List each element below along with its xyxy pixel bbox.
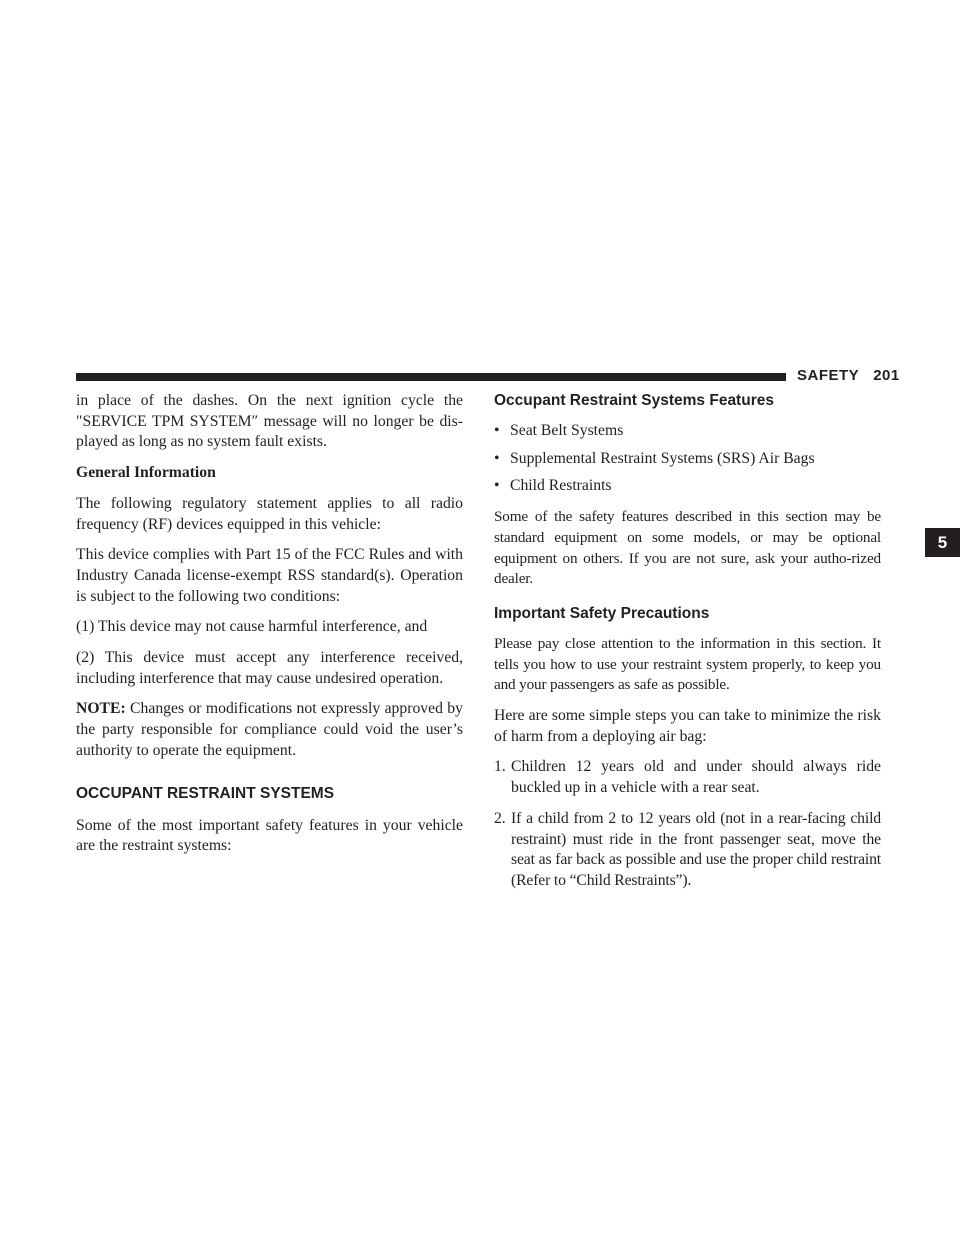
page-number: 201	[873, 367, 900, 384]
note-text: Changes or modifications not expressly approved by the party responsible for compliance could void the user’s authority to operate the equipment.	[76, 700, 463, 759]
paragraph-restraint-intro: Some of the most important safety features in your vehicle are the restraint systems:	[76, 816, 463, 855]
paragraph-condition-2: (2) This device must accept any interference received, including interference that may cause undesired operation.	[76, 649, 463, 687]
paragraph-regulatory-statement: The following regulatory statement applies to all radio frequency (RF) devices equipped in this vehicle:	[76, 494, 463, 533]
list-item: • Child Restraints	[494, 476, 881, 497]
chapter-tab-number: 5	[937, 532, 948, 552]
left-column	[76, 391, 463, 867]
general-information-heading: General Information	[76, 464, 216, 482]
bullet-icon: •	[494, 422, 500, 439]
section-title: SAFETY	[797, 367, 860, 384]
step-text: If a child from 2 to 12 years old (not in a rear-facing child restraint) must ride in the front passenger seat, move the seat as far back as possible and use the proper child restraint (Refer to “Child Restraints”).	[511, 809, 881, 889]
note-paragraph	[76, 699, 463, 761]
list-item	[494, 757, 881, 798]
step-text: Children 12 years old and under should always ride buckled up in a vehicle with a rear seat.	[511, 758, 881, 797]
bullet-icon: •	[494, 477, 500, 495]
features-heading: Occupant Restraint Systems Features	[494, 392, 774, 409]
step-number: 2.	[494, 809, 506, 827]
paragraph-attention: Please pay close attention to the information in this section. It tells you how to use your restraint system properly, to keep you and your passengers as safe as possible.	[494, 634, 881, 694]
paragraph-condition-1: (1) This device may not cause harmful interference, and	[76, 618, 428, 636]
paragraph-safety-features: Some of the safety features described in this section may be standard equipment on some models, or may be optional equipment on others. If you are not sure, ask your autho-rized dealer.	[494, 508, 881, 588]
paragraph-fcc-compliance: This device complies with Part 15 of the FCC Rules and with Industry Canada license-exempt RSS standard(s). Operation is subject to the following two conditions:	[76, 546, 463, 605]
features-list	[494, 421, 881, 497]
paragraph-dashes: in place of the dashes. On the next ignition cycle the ″SERVICE TPM SYSTEM″ message will no longer be dis-played as long as no system fault exists.	[76, 392, 463, 451]
note-label: NOTE:	[76, 700, 126, 718]
running-header	[797, 367, 900, 384]
steps-list	[494, 757, 881, 891]
list-item	[494, 809, 881, 892]
list-item: • Seat Belt Systems	[494, 421, 881, 442]
bullet-icon: •	[494, 449, 500, 467]
step-number: 1.	[494, 758, 506, 776]
paragraph-simple-steps: Here are some simple steps you can take to minimize the risk of harm from a deploying air bag:	[494, 707, 881, 745]
chapter-tab	[925, 528, 960, 557]
right-column	[494, 391, 881, 902]
precautions-heading: Important Safety Precautions	[494, 604, 710, 622]
occupant-restraint-systems-heading: OCCUPANT RESTRAINT SYSTEMS	[76, 784, 335, 802]
list-item: • Supplemental Restraint Systems (SRS) Air Bags	[494, 449, 881, 470]
header-rule	[76, 373, 786, 381]
